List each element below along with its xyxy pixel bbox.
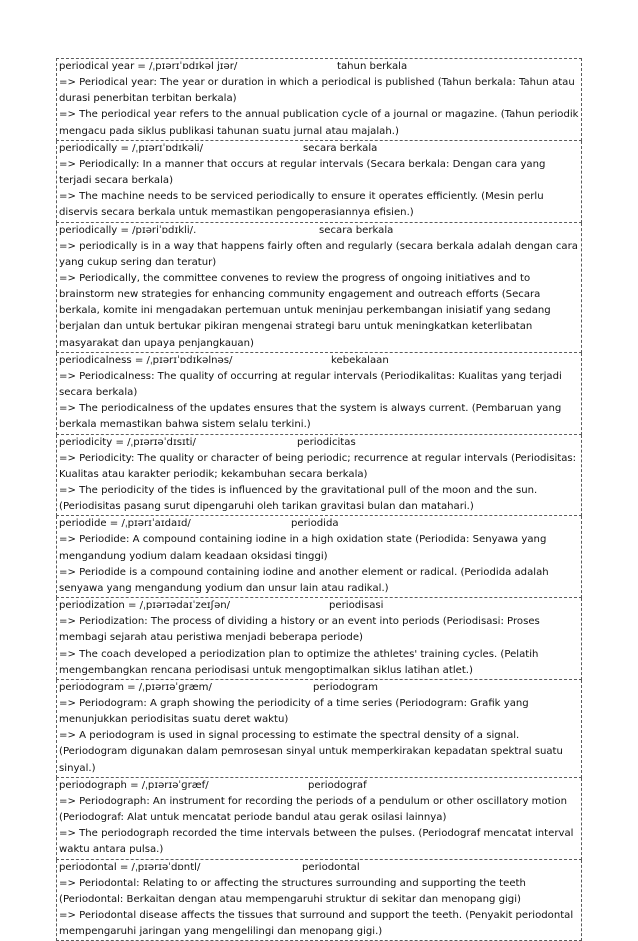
entry-example: => A periodogram is used in signal processing to estimate the spectral density of a signal. (Periodogram digunakan dalam pemrosesan sinyal untuk memperkirakan kepadatan spektral suatu sinyal.) <box>59 730 563 774</box>
entry-example: => The coach developed a periodization plan to optimize the athletes' training cycles. (Pelatih mengembangkan rencana periodisasi untuk mengoptimalkan siklus latihan atlet.) <box>59 648 539 676</box>
entry-term: periodontal = /ˌpɪərɪəˈdɒntl/ <box>59 861 201 873</box>
entry-example: => Periodide is a compound containing iodine and another element or radical. (Periodida adalah senyawa yang mengandung yodium dan unsur lain atau radikal.) <box>59 566 549 594</box>
entry-header <box>59 59 579 75</box>
entry-definition: => Periodical year: The year or duration in which a periodical is published (Tahun berkala: Tahun atau durasi penerbitan terbitan berkala) <box>59 77 575 105</box>
entry-example: => Periodically, the committee convenes to review the progress of ongoing initiatives and to brainstorm new strategies for enhancing community engagement and outreach efforts (Secara berkala, komite ini mengadakan pertemuan untuk meninjau perkembangan inisiatif yang sedang berjalan dan untuk bertukar pikiran mengenai strategi baru untuk meningkatkan keterlibatan masyarakat dan upaya penjangkauan) <box>59 272 551 349</box>
entry-header <box>59 223 579 239</box>
entry-term: periodical year = /ˌpɪərɪˈɒdɪkəl jɪər/ <box>59 61 238 72</box>
entry-term: periodogram = /ˌpɪərɪəˈɡræm/ <box>59 681 212 693</box>
dictionary-entry <box>56 860 582 941</box>
entry-header <box>59 141 579 157</box>
entry-definition: => periodically is in a way that happens fairly often and regularly (secara berkala adalah dengan cara yang cukup sering dan teratur) <box>59 240 578 268</box>
entry-header <box>59 778 579 794</box>
entry-header <box>59 353 579 369</box>
entry-definition: => Periodicity: The quality or character of being periodic; recurrence at regular intervals (Periodisitas: Kualitas atau karakter periodik; kekambuhan secara berkala) <box>59 452 577 480</box>
entry-definition: => Periodically: In a manner that occurs at regular intervals (Secara berkala: Dengan cara yang terjadi secara berkala) <box>59 158 546 187</box>
entry-translation: periodisasi <box>329 600 384 612</box>
entry-header <box>59 516 579 532</box>
entry-example: => Periodontal disease affects the tissues that surround and support the teeth. (Penyakit periodontal mempengaruhi jaringan yang mengelilingi dan menopang gigi.) <box>59 909 574 938</box>
entry-translation: secara berkala <box>303 142 378 154</box>
entry-translation: periodontal <box>302 861 360 873</box>
entry-header <box>59 435 579 451</box>
entry-definition: => Periodontal: Relating to or affecting the structures surrounding and supporting the teeth (Periodontal: Berkaitan dengan atau mempengaruhi struktur di sekitar dan menopang gigi) <box>59 877 526 905</box>
entry-translation: tahun berkala <box>337 61 408 72</box>
entry-translation: periodicitas <box>297 436 356 448</box>
entry-definition: => Periodogram: A graph showing the periodicity of a time series (Periodogram: Grafik yang menunjukkan periodisitas suatu deret waktu) <box>59 697 529 726</box>
entry-translation: periodida <box>291 518 339 530</box>
entry-translation: secara berkala <box>319 224 394 236</box>
entry-definition: => Periodicalness: The quality of occurring at regular intervals (Periodikalitas: Kualitas yang terjadi secara berkala) <box>59 370 562 399</box>
entry-term: periodization = /ˌpɪərɪədaɪˈzeɪʃən/ <box>59 600 231 612</box>
entry-translation: kebekalaan <box>331 354 389 366</box>
entry-definition: => Periodide: A compound containing iodine in a high oxidation state (Periodida: Senyawa yang mengandung yodium dalam keadaan oksidasi tinggi) <box>59 534 547 562</box>
dictionary-entry <box>56 435 582 517</box>
entry-definition: => Periodization: The process of dividing a history or an event into periods (Periodisasi: Proses membagi sejarah atau peristiwa menjadi beberapa periode) <box>59 616 540 644</box>
dictionary-entry <box>56 141 582 223</box>
entry-header <box>59 860 579 876</box>
entry-term: periodically = /pɪəriˈɒdɪkli/. <box>59 224 197 236</box>
entry-example: => The machine needs to be serviced periodically to ensure it operates efficiently. (Mesin perlu diservis secara berkala untuk memastikan pengoperasiannya efisien.) <box>59 191 544 219</box>
entry-example: => The periodicalness of the updates ensures that the system is always current. (Pembaruan yang berkala memastikan bahwa sistem selalu terkini.) <box>59 403 562 431</box>
entry-header <box>59 598 579 614</box>
dictionary-entry <box>56 516 582 598</box>
dictionary-page <box>56 58 582 941</box>
entry-definition: => Periodograph: An instrument for recording the periods of a pendulum or other oscillatory motion (Periodograf: Alat untuk mencatat periode bandul atau gerak osilasi lainnya) <box>59 795 567 824</box>
entry-term: periodicity = /ˌpɪərɪəˈdɪsɪti/ <box>59 436 196 448</box>
entry-header <box>59 680 579 696</box>
dictionary-entry <box>56 353 582 435</box>
entry-example: => The periodograph recorded the time intervals between the pulses. (Periodograf mencatat interval waktu antara pulsa.) <box>59 828 574 856</box>
dictionary-entry <box>56 58 582 141</box>
entry-term: periodically = /ˌpɪərɪˈɒdɪkəli/ <box>59 142 203 154</box>
entry-example: => The periodical year refers to the annual publication cycle of a journal or magazine. (Tahun periodik mengacu pada siklus publikasi tahunan suatu jurnal atau majalah.) <box>59 109 579 137</box>
dictionary-entry <box>56 680 582 778</box>
entry-term: periodicalness = /ˌpɪərɪˈɒdɪkəlnəs/ <box>59 354 233 366</box>
entry-translation: periodogram <box>313 681 378 693</box>
entry-term: periodide = /ˌpɪərɪˈaɪdaɪd/ <box>59 518 191 530</box>
entry-term: periodograph = /ˌpɪərɪəˈɡræf/ <box>59 779 209 791</box>
dictionary-entry <box>56 223 582 353</box>
entry-translation: periodograf <box>308 779 367 791</box>
dictionary-entry <box>56 598 582 680</box>
entry-example: => The periodicity of the tides is influenced by the gravitational pull of the moon and the sun. (Periodisitas pasang surut dipengaruhi oleh tarikan gravitasi bulan dan matahari.) <box>59 484 538 513</box>
dictionary-entry <box>56 778 582 860</box>
